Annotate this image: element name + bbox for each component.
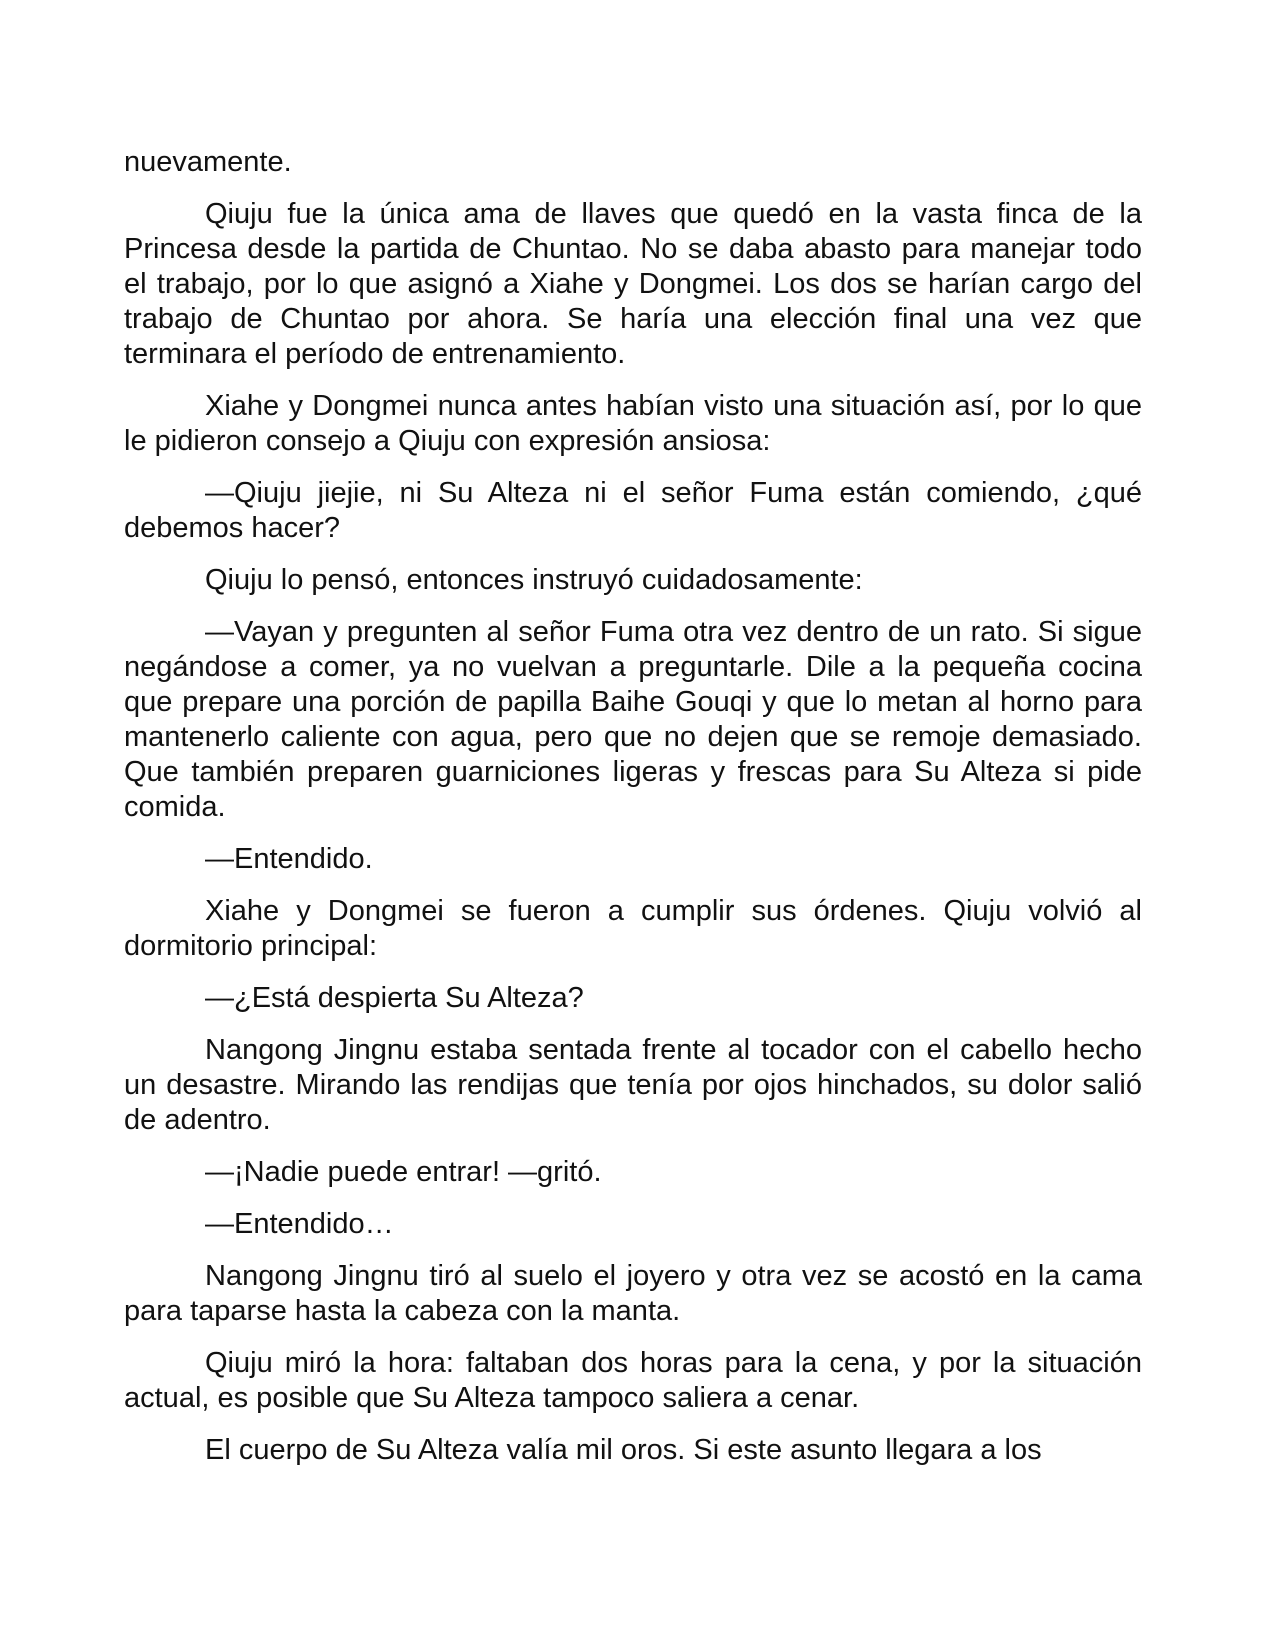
paragraph: —Vayan y pregunten al señor Fuma otra vez dentro de un rato. Si sigue negándose a comer, ya no vuelvan a preguntarle. Dile a la pequeña cocina que prepare una porción de papilla Baihe Gouqi y que lo metan al horno para mantenerlo caliente con agua, pero que no dejen que se remoje demasiado. Que también preparen guarniciones ligeras y frescas para Su Alteza si pide comida.: [124, 616, 1142, 823]
paragraph: nuevamente.: [124, 146, 292, 178]
paragraph: Qiuju fue la única ama de llaves que quedó en la vasta finca de la Princesa desde la partida de Chuntao. No se daba abasto para manejar todo el trabajo, por lo que asignó a Xiahe y Dongmei. Los dos se harían cargo del trabajo de Chuntao por ahora. Se haría una elección final una vez que terminara el período de entrenamiento.: [124, 198, 1142, 370]
paragraph: —¡Nadie puede entrar! —gritó.: [205, 1156, 602, 1188]
paragraph: Qiuju lo pensó, entonces instruyó cuidadosamente:: [205, 564, 863, 596]
paragraph: —Qiuju jiejie, ni Su Alteza ni el señor Fuma están comiendo, ¿qué debemos hacer?: [124, 477, 1142, 544]
paragraph: Xiahe y Dongmei se fueron a cumplir sus órdenes. Qiuju volvió al dormitorio principal:: [124, 895, 1142, 962]
paragraph: Qiuju miró la hora: faltaban dos horas para la cena, y por la situación actual, es posible que Su Alteza tampoco saliera a cenar.: [124, 1347, 1142, 1414]
paragraph: —Entendido.: [205, 843, 373, 875]
paragraph: —Entendido…: [205, 1208, 394, 1240]
paragraph: Nangong Jingnu tiró al suelo el joyero y otra vez se acostó en la cama para taparse hasta la cabeza con la manta.: [124, 1260, 1142, 1327]
paragraph: El cuerpo de Su Alteza valía mil oros. Si este asunto llegara a los: [205, 1434, 1042, 1466]
paragraph: Nangong Jingnu estaba sentada frente al tocador con el cabello hecho un desastre. Mirando las rendijas que tenía por ojos hinchados, su dolor salió de adentro.: [124, 1034, 1142, 1136]
body-text: [124, 145, 1142, 1468]
paragraph: Xiahe y Dongmei nunca antes habían visto una situación así, por lo que le pidieron consejo a Qiuju con expresión ansiosa:: [124, 390, 1142, 457]
paragraph: —¿Está despierta Su Alteza?: [205, 982, 584, 1014]
